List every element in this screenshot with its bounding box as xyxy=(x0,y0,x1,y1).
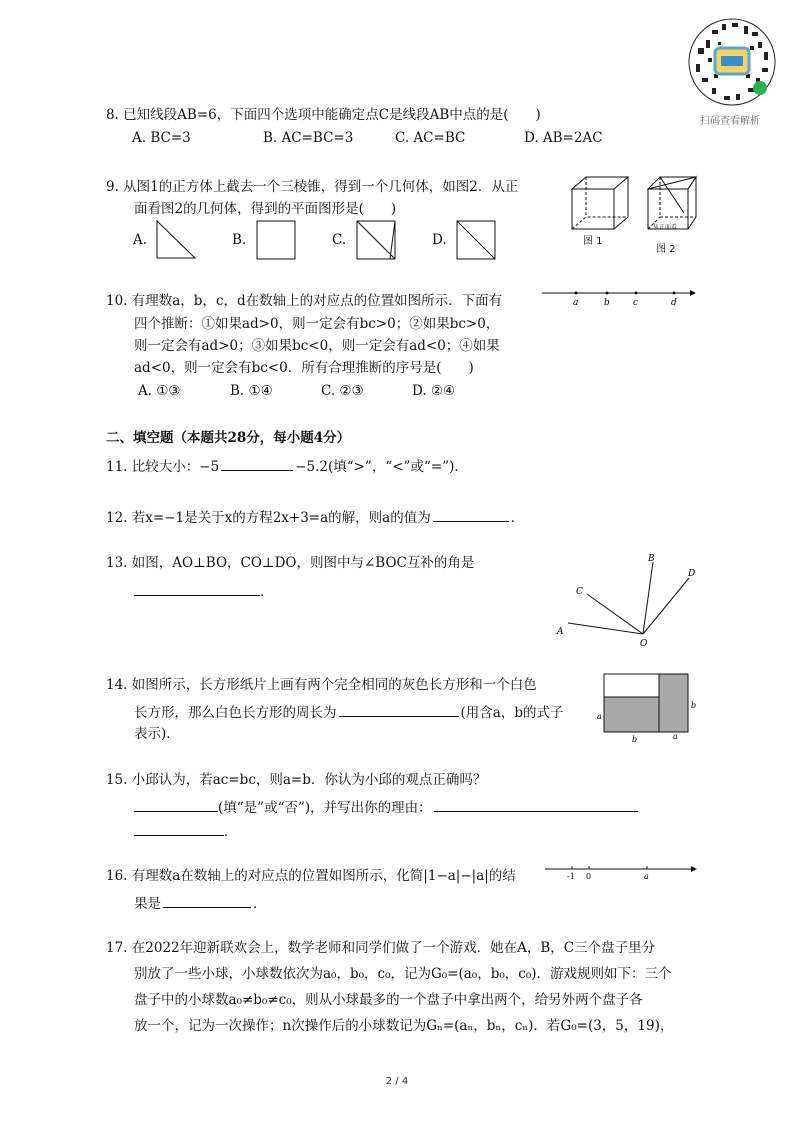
q10-option-d[interactable]: D. ②④ xyxy=(412,383,456,399)
q9-option-c-figure xyxy=(356,220,398,260)
q16-label-neg1: -1 xyxy=(567,872,575,881)
qr-code[interactable] xyxy=(688,18,776,106)
q10-line4: ad<0，则一定会有bc<0．所有合理推断的序号是( ) xyxy=(134,360,474,376)
q11 xyxy=(106,457,468,475)
q9-option-d-figure xyxy=(456,220,498,260)
q16-line2-post: ． xyxy=(253,896,267,912)
q14-line3: 表示)． xyxy=(134,726,180,742)
q9-option-a-figure xyxy=(156,220,198,260)
q15-line2-mid: (填“是”或“否”)，并写出你的理由： xyxy=(218,800,432,816)
q14-answer-blank[interactable] xyxy=(339,703,459,717)
page-number: 2 / 4 xyxy=(385,1076,409,1087)
q14-line1: 14. 如图所示，长方形纸片上画有两个完全相同的灰色长方形和一个白色 xyxy=(106,677,537,693)
q13-angle-figure xyxy=(555,550,700,650)
section-2-heading: 二、填空题（本题共28分，每小题4分） xyxy=(106,430,351,446)
q16-line1: 16. 有理数a在数轴上的对应点的位置如图所示，化简|1−a|−|a|的结 xyxy=(106,868,516,884)
q14-label-b-right: b xyxy=(691,701,697,710)
q17-line2: 别放了一些小球，小球数依次为a₀，b₀，c₀，记为G₀=(a₀，b₀，c₀)．游戏规则如下：三个 xyxy=(134,966,672,982)
q17-line1: 17. 在2022年迎新联欢会上，数学老师和同学们做了一个游戏．她在A，B，C三个盘子里分 xyxy=(106,940,656,956)
q10-point-d: d xyxy=(671,298,677,308)
q8-option-d[interactable]: D. AB=2AC xyxy=(524,130,603,146)
q16-answer-blank[interactable] xyxy=(163,894,251,908)
q14-line2 xyxy=(134,703,563,721)
q13-line2 xyxy=(134,582,274,600)
q8-stem: 8. 已知线段AB=6，下面四个选项中能确定点C是线段AB中点的是( ) xyxy=(106,107,541,123)
q8-option-b[interactable]: B. AC=BC=3 xyxy=(263,130,354,146)
q13-label-d: D xyxy=(688,569,696,579)
q13-post: ． xyxy=(260,584,274,600)
q10-number-line xyxy=(540,287,698,309)
q14-line2-post: (用含a，b的式子 xyxy=(460,705,564,721)
q13-label-b: B xyxy=(648,554,655,564)
q10-point-c: c xyxy=(633,298,639,308)
q9-option-c[interactable]: C. xyxy=(332,232,347,248)
q14-label-b-bottom: b xyxy=(632,735,638,744)
q10-option-a[interactable]: A. ①③ xyxy=(138,383,181,399)
q12 xyxy=(106,508,524,526)
q16-label-zero: 0 xyxy=(586,872,592,881)
q13-label-a: A xyxy=(557,627,564,637)
q17-line4: 放一个，记为一次操作；n次操作后的小球数记为Gₙ=(aₙ，bₙ，cₙ)．若G₀=(3，5，19)， xyxy=(134,1018,674,1034)
q9-figure-1-label: 图 1 xyxy=(583,236,603,247)
q15-line2 xyxy=(134,798,638,816)
q10-line2: 四个推断：①如果ad>0，则一定会有bc>0；②如果bc>0， xyxy=(134,316,500,332)
q9-option-d[interactable]: D. xyxy=(432,232,447,248)
q10-option-c[interactable]: C. ②③ xyxy=(321,383,364,399)
q16-label-a: a xyxy=(644,872,649,881)
q11-post: −5.2(填“>”，“<”或“=”)． xyxy=(295,459,468,475)
q13-label-o: O xyxy=(640,639,648,649)
q14-line2-pre: 长方形，那么白色长方形的周长为 xyxy=(134,705,337,721)
q14-label-a-bottom: a xyxy=(673,732,678,741)
q15-line3 xyxy=(134,822,238,840)
q10-line3: 则一定会有ad>0；③如果bc<0，则一定会有ad<0；④如果 xyxy=(134,338,500,354)
q17-line3: 盘子中的小球数a₀≠b₀≠c₀，则从小球最多的一个盘子中拿出两个，给另外两个盘子各 xyxy=(134,992,643,1008)
q15-line1: 15. 小邱认为，若ac=bc，则a=b．你认为小邱的观点正确吗？ xyxy=(106,772,487,788)
q14-rectangle-figure xyxy=(596,672,700,746)
q11-pre: 11. 比较大小：−5 xyxy=(106,459,220,475)
q10-point-b: b xyxy=(604,298,610,308)
q16-line2-pre: 果是 xyxy=(134,896,161,912)
q11-answer-blank[interactable] xyxy=(221,457,293,471)
qr-caption: 扫码查看解析 xyxy=(700,116,760,127)
q9-option-b[interactable]: B. xyxy=(232,232,247,248)
q13-label-c: C xyxy=(576,587,583,597)
q13-line1: 13. 如图，AO⊥BO，CO⊥DO，则图中与∠BOC互补的角是 xyxy=(106,555,475,571)
q15-reason-blank[interactable] xyxy=(434,798,638,812)
q13-answer-blank[interactable] xyxy=(134,582,260,596)
q16-number-line xyxy=(543,862,698,882)
q15-line3-post: ． xyxy=(224,824,238,840)
q12-answer-blank[interactable] xyxy=(433,508,509,522)
q9-line2: 面看图2的几何体，得到的平面图形是( ) xyxy=(134,201,397,217)
q15-reason-blank-2[interactable] xyxy=(134,822,224,836)
q9-figure-2-label: 图 2 xyxy=(656,244,676,255)
q9-option-b-figure xyxy=(256,220,298,260)
q16-line2 xyxy=(134,894,267,912)
q9-figure-2-note: 从正面看 xyxy=(653,224,678,231)
q12-pre: 12. 若x=−1是关于x的方程2x+3=a的解，则a的值为 xyxy=(106,510,431,526)
q12-post: ． xyxy=(510,510,525,526)
q10-point-a: a xyxy=(573,298,579,308)
q9-option-a[interactable]: A. xyxy=(133,232,148,248)
q8-option-c[interactable]: C. AC=BC xyxy=(395,130,466,146)
q9-line1: 9. 从图1的正方体上截去一个三棱锥，得到一个几何体，如图2．从正 xyxy=(106,179,519,195)
q10-line1: 10. 有理数a，b，c，d在数轴上的对应点的位置如图所示．下面有 xyxy=(106,293,503,309)
q15-yes-no-blank[interactable] xyxy=(134,798,218,812)
q8-option-a[interactable]: A. BC=3 xyxy=(132,130,191,146)
q14-label-a-left: a xyxy=(597,712,602,721)
q10-option-b[interactable]: B. ①④ xyxy=(230,383,273,399)
q9-figure-2-cut-cube xyxy=(644,173,700,245)
